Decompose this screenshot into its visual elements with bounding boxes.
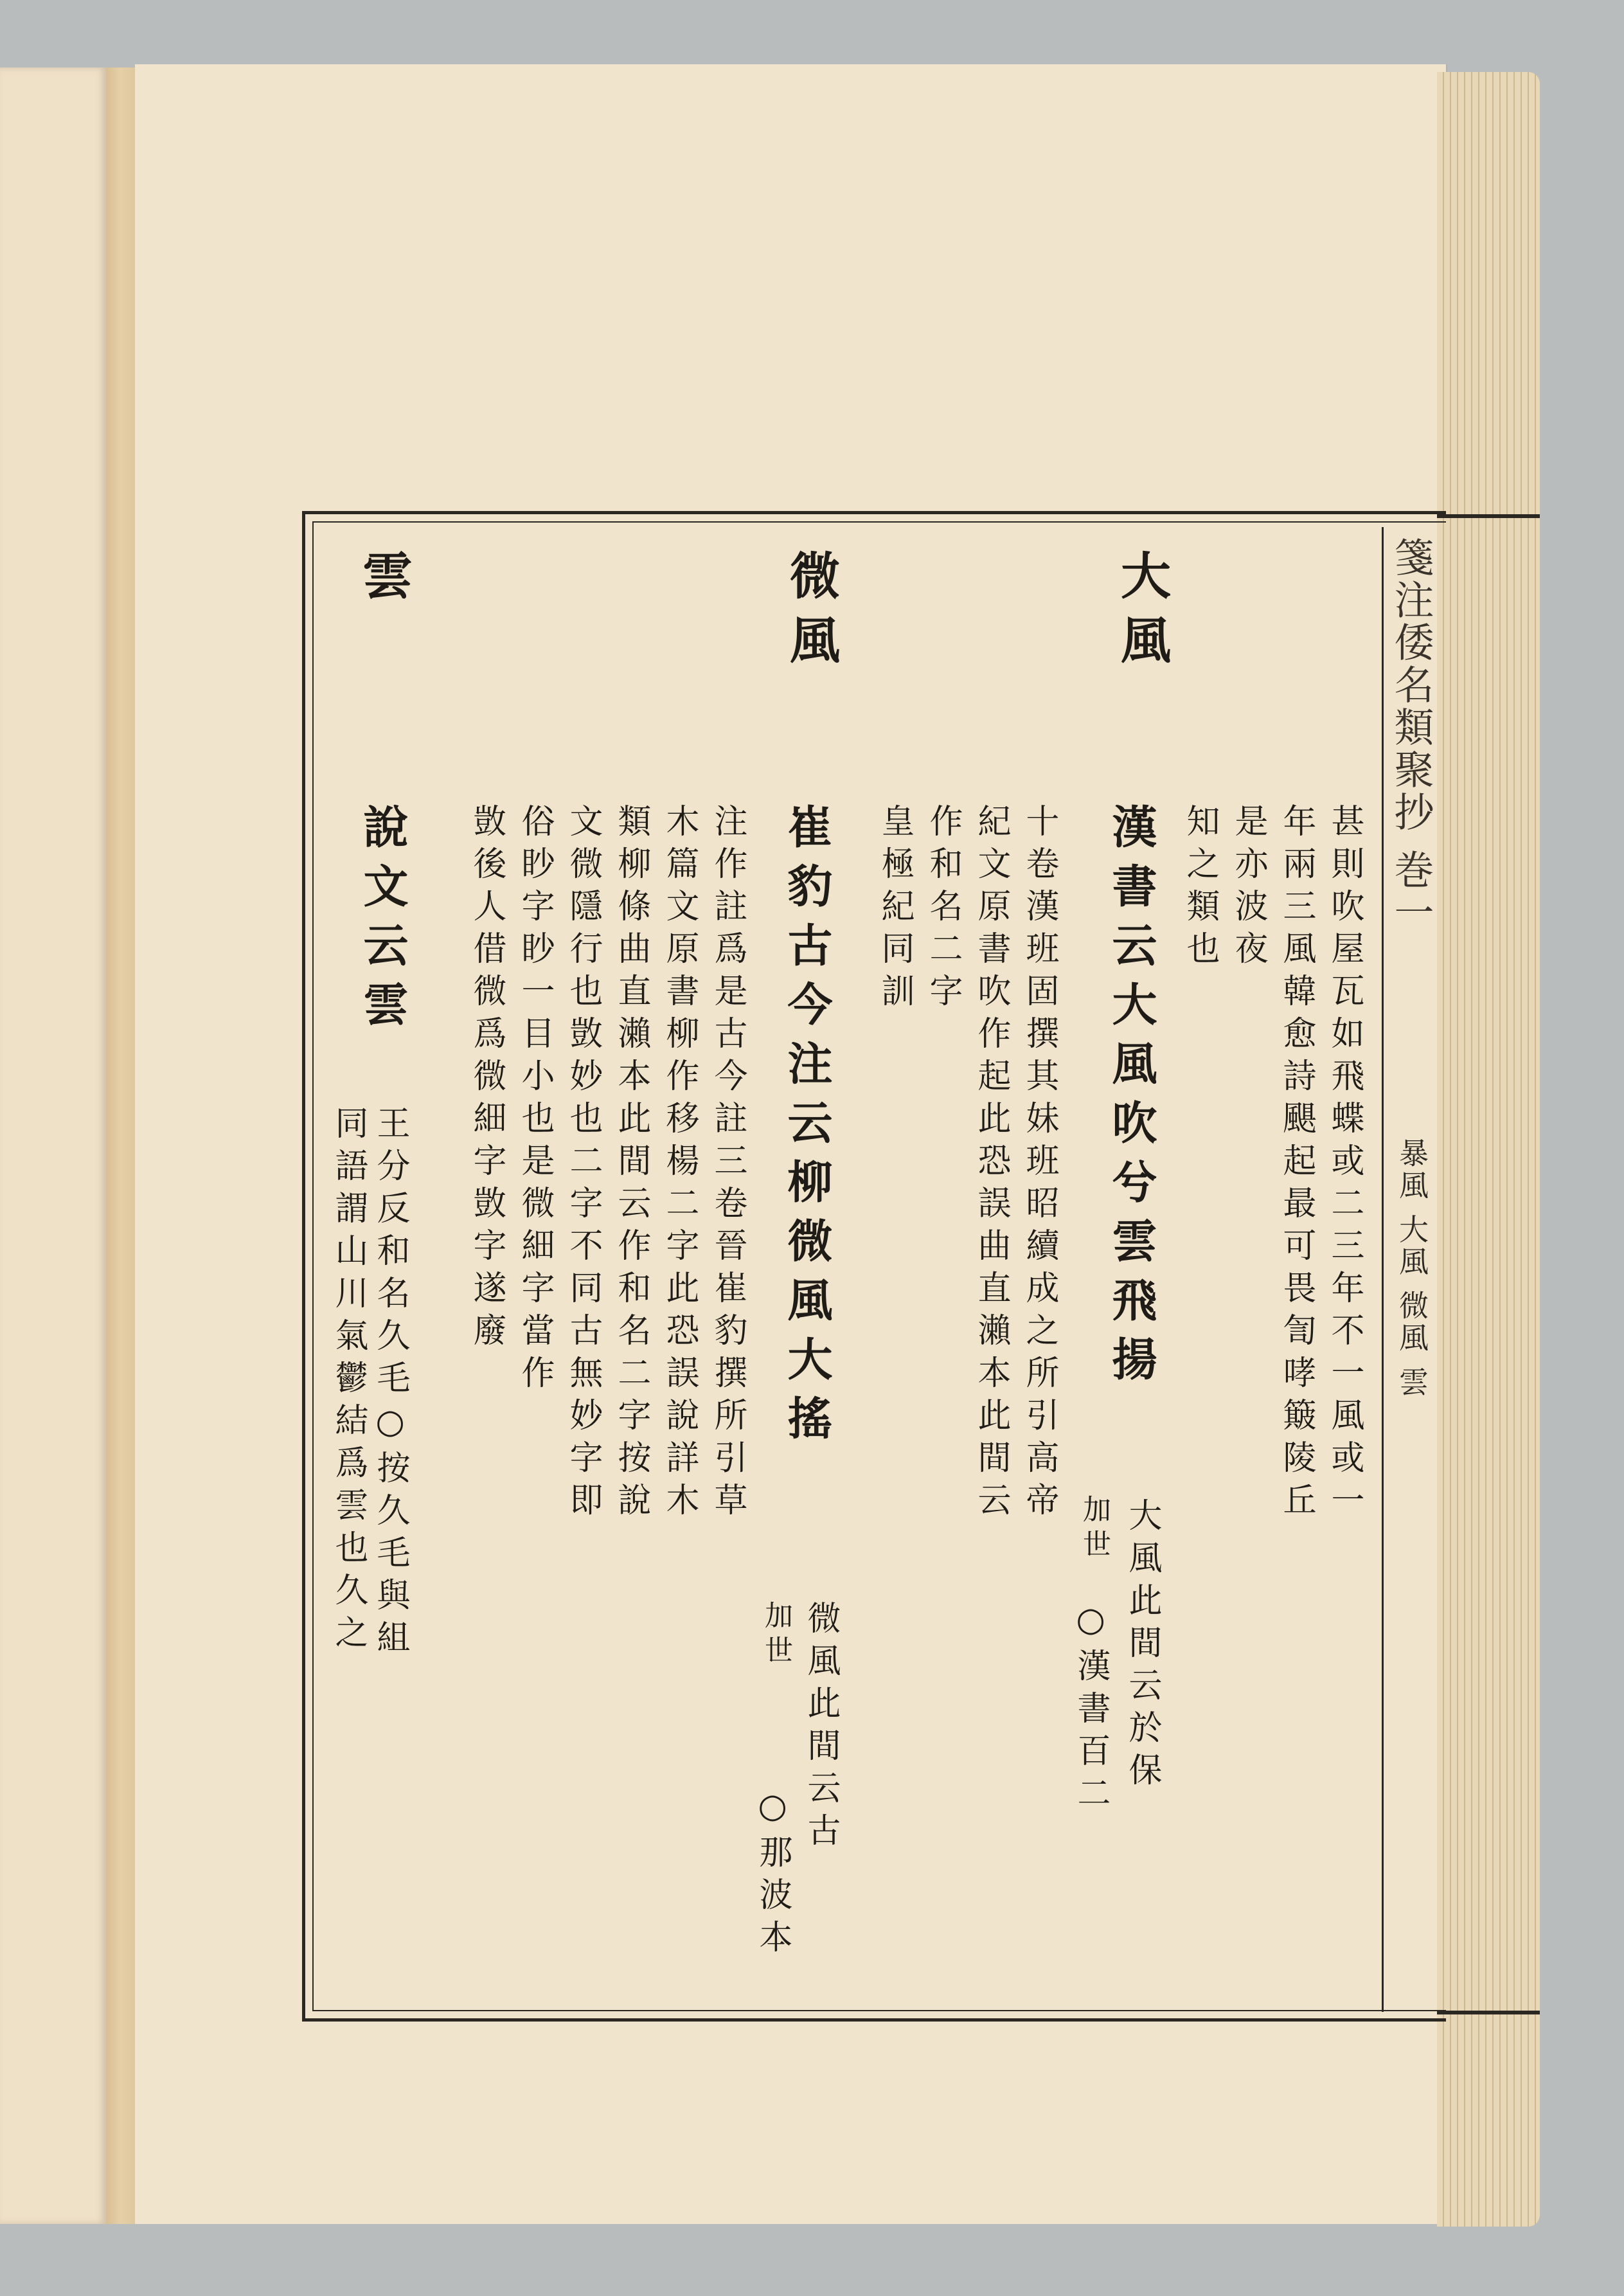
text-column-prev-1: 甚則吹屋瓦如飛蝶或二三年不一風或一 bbox=[1325, 803, 1364, 1525]
entry-heading-yun: 雲 bbox=[354, 550, 413, 614]
text-column-weifeng-2: 木篇文原書柳作移楊二字此恐誤說詳木 bbox=[660, 803, 699, 1525]
section-topics: 暴風 大風 微風 雲 bbox=[1395, 1138, 1429, 1399]
entry-main-dafeng: 漢書云大風吹兮雲飛揚 bbox=[1105, 803, 1158, 1395]
text-column-weifeng-1b: ○那波本 bbox=[753, 1787, 792, 1962]
page-edge-rule-bottom bbox=[1437, 2011, 1540, 2014]
text-column-weifeng-6: 敳後人借微爲微細字敳字遂廢 bbox=[467, 803, 506, 1355]
entry-tail-yun: 王分反和名久毛○按久毛與組 bbox=[371, 1106, 409, 1662]
entry-heading-weifeng: 微風 bbox=[781, 550, 840, 678]
text-column-prev-2: 年兩三風韓愈詩颶起最可畏訇哮簸陵丘 bbox=[1277, 803, 1316, 1525]
text-column-weifeng-5: 俗眇字眇一目小也是微細字當作 bbox=[515, 803, 554, 1397]
entry-main-weifeng: 崔豹古今注云柳微風大搖 bbox=[780, 803, 834, 1454]
text-column-weifeng-4: 文微隱行也敳妙也二字不同古無妙字即 bbox=[564, 803, 602, 1525]
page-edges bbox=[1437, 72, 1540, 2227]
text-column-dafeng-1: 十卷漢班固撰其妹班昭續成之所引高帝 bbox=[1020, 803, 1058, 1525]
text-column-dafeng-4: 皇極紀同訓 bbox=[875, 803, 914, 1016]
text-column-prev-3: 是亦波夜 bbox=[1229, 803, 1267, 973]
text-column-prev-4: 知之類也 bbox=[1181, 803, 1219, 973]
entry-heading-dafeng: 大風 bbox=[1112, 550, 1171, 678]
text-column-dafeng-1b: ○漢書百二 bbox=[1071, 1601, 1110, 1818]
text-column-yun-1: 同語謂山川氣鬱結爲雲也久之 bbox=[329, 1106, 368, 1657]
entry-tail-weifeng: 微風此間云古 bbox=[801, 1601, 840, 1855]
page-edge-rule-top bbox=[1437, 514, 1540, 518]
left-page bbox=[0, 67, 106, 2224]
text-column-weifeng-3: 類柳條曲直瀨本此間云作和名二字按說 bbox=[612, 803, 650, 1525]
entry-reading-note-weifeng: 加世 bbox=[760, 1601, 792, 1670]
running-title: 箋注倭名類聚抄 巻一 bbox=[1388, 537, 1434, 934]
text-column-dafeng-2: 紀文原書吹作起此恐誤曲直瀨本此間云 bbox=[972, 803, 1010, 1525]
entry-main-yun: 說文云雲 bbox=[356, 803, 409, 1040]
entry-reading-note-dafeng: 加世 bbox=[1078, 1494, 1111, 1564]
text-column-dafeng-3: 作和名二字 bbox=[924, 803, 962, 1016]
text-column-weifeng-1: 注作註爲是古今註三卷晉崔豹撰所引草 bbox=[708, 803, 747, 1525]
entry-tail-dafeng: 大風此間云於保 bbox=[1123, 1498, 1161, 1795]
